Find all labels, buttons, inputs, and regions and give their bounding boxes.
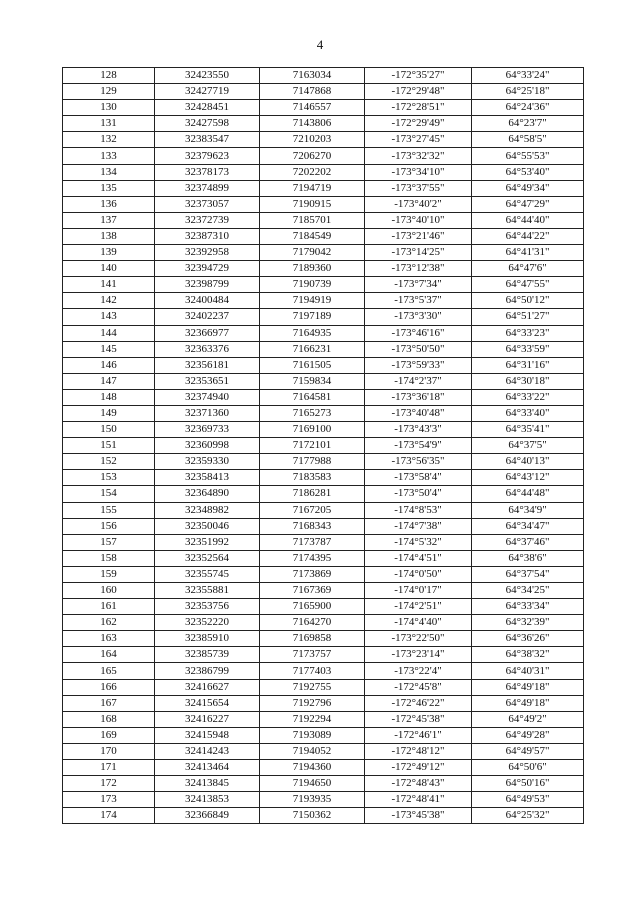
- y-coordinate-cell: 7189360: [260, 261, 365, 277]
- y-coordinate-cell: 7183583: [260, 470, 365, 486]
- longitude-cell: -173°22'4": [365, 663, 472, 679]
- x-coordinate-cell: 32378173: [155, 164, 260, 180]
- point-number-cell: 129: [63, 84, 155, 100]
- latitude-cell: 64°50'16": [472, 776, 584, 792]
- table-row: [63, 196, 584, 212]
- table-row: [63, 792, 584, 808]
- longitude-cell: -172°45'8": [365, 679, 472, 695]
- table-row: [63, 212, 584, 228]
- latitude-cell: 64°53'40": [472, 164, 584, 180]
- latitude-cell: 64°49'34": [472, 180, 584, 196]
- latitude-cell: 64°36'26": [472, 631, 584, 647]
- y-coordinate-cell: 7167369: [260, 583, 365, 599]
- point-number-cell: 131: [63, 116, 155, 132]
- table-row: [63, 647, 584, 663]
- latitude-cell: 64°49'28": [472, 727, 584, 743]
- y-coordinate-cell: 7186281: [260, 486, 365, 502]
- point-number-cell: 159: [63, 566, 155, 582]
- x-coordinate-cell: 32355881: [155, 583, 260, 599]
- x-coordinate-cell: 32364890: [155, 486, 260, 502]
- longitude-cell: -174°8'53": [365, 502, 472, 518]
- y-coordinate-cell: 7192796: [260, 695, 365, 711]
- longitude-cell: -173°22'50": [365, 631, 472, 647]
- table-row: [63, 743, 584, 759]
- point-number-cell: 146: [63, 357, 155, 373]
- table-row: [63, 422, 584, 438]
- table-row: [63, 566, 584, 582]
- x-coordinate-cell: 32392958: [155, 245, 260, 261]
- point-number-cell: 158: [63, 550, 155, 566]
- y-coordinate-cell: 7193935: [260, 792, 365, 808]
- point-number-cell: 145: [63, 341, 155, 357]
- y-coordinate-cell: 7177403: [260, 663, 365, 679]
- x-coordinate-cell: 32374899: [155, 180, 260, 196]
- longitude-cell: -173°32'32": [365, 148, 472, 164]
- longitude-cell: -172°48'41": [365, 792, 472, 808]
- y-coordinate-cell: 7167205: [260, 502, 365, 518]
- longitude-cell: -172°45'38": [365, 711, 472, 727]
- point-number-cell: 149: [63, 405, 155, 421]
- point-number-cell: 128: [63, 68, 155, 84]
- y-coordinate-cell: 7163034: [260, 68, 365, 84]
- table-row: [63, 631, 584, 647]
- point-number-cell: 135: [63, 180, 155, 196]
- x-coordinate-cell: 32355745: [155, 566, 260, 582]
- y-coordinate-cell: 7194919: [260, 293, 365, 309]
- point-number-cell: 150: [63, 422, 155, 438]
- x-coordinate-cell: 32415654: [155, 695, 260, 711]
- point-number-cell: 167: [63, 695, 155, 711]
- latitude-cell: 64°49'18": [472, 679, 584, 695]
- latitude-cell: 64°47'29": [472, 196, 584, 212]
- longitude-cell: -172°48'43": [365, 776, 472, 792]
- x-coordinate-cell: 32373057: [155, 196, 260, 212]
- longitude-cell: -174°0'17": [365, 583, 472, 599]
- coordinates-table: [62, 67, 584, 824]
- table-row: [63, 776, 584, 792]
- y-coordinate-cell: 7184549: [260, 228, 365, 244]
- point-number-cell: 171: [63, 760, 155, 776]
- table-row: [63, 615, 584, 631]
- longitude-cell: -173°46'16": [365, 325, 472, 341]
- table-row: [63, 727, 584, 743]
- longitude-cell: -173°40'2": [365, 196, 472, 212]
- longitude-cell: -173°50'50": [365, 341, 472, 357]
- point-number-cell: 172: [63, 776, 155, 792]
- point-number-cell: 132: [63, 132, 155, 148]
- y-coordinate-cell: 7192294: [260, 711, 365, 727]
- y-coordinate-cell: 7192755: [260, 679, 365, 695]
- x-coordinate-cell: 32415948: [155, 727, 260, 743]
- y-coordinate-cell: 7194719: [260, 180, 365, 196]
- x-coordinate-cell: 32400484: [155, 293, 260, 309]
- x-coordinate-cell: 32383547: [155, 132, 260, 148]
- table-row: [63, 599, 584, 615]
- y-coordinate-cell: 7194650: [260, 776, 365, 792]
- point-number-cell: 161: [63, 599, 155, 615]
- x-coordinate-cell: 32379623: [155, 148, 260, 164]
- y-coordinate-cell: 7177988: [260, 454, 365, 470]
- y-coordinate-cell: 7174395: [260, 550, 365, 566]
- table-row: [63, 68, 584, 84]
- table-row: [63, 438, 584, 454]
- latitude-cell: 64°31'16": [472, 357, 584, 373]
- latitude-cell: 64°24'36": [472, 100, 584, 116]
- longitude-cell: -173°58'4": [365, 470, 472, 486]
- latitude-cell: 64°25'32": [472, 808, 584, 824]
- latitude-cell: 64°40'31": [472, 663, 584, 679]
- longitude-cell: -173°59'33": [365, 357, 472, 373]
- x-coordinate-cell: 32351992: [155, 534, 260, 550]
- page-number: 4: [316, 37, 324, 52]
- longitude-cell: -173°23'14": [365, 647, 472, 663]
- table-row: [63, 309, 584, 325]
- x-coordinate-cell: 32386799: [155, 663, 260, 679]
- y-coordinate-cell: 7185701: [260, 212, 365, 228]
- point-number-cell: 151: [63, 438, 155, 454]
- point-number-cell: 142: [63, 293, 155, 309]
- x-coordinate-cell: 32353756: [155, 599, 260, 615]
- x-coordinate-cell: 32416227: [155, 711, 260, 727]
- x-coordinate-cell: 32366977: [155, 325, 260, 341]
- x-coordinate-cell: 32358413: [155, 470, 260, 486]
- longitude-cell: -173°34'10": [365, 164, 472, 180]
- y-coordinate-cell: 7172101: [260, 438, 365, 454]
- y-coordinate-cell: 7173787: [260, 534, 365, 550]
- longitude-cell: -173°40'10": [365, 212, 472, 228]
- y-coordinate-cell: 7150362: [260, 808, 365, 824]
- latitude-cell: 64°47'55": [472, 277, 584, 293]
- latitude-cell: 64°47'6": [472, 261, 584, 277]
- longitude-cell: -173°50'4": [365, 486, 472, 502]
- y-coordinate-cell: 7143806: [260, 116, 365, 132]
- table-row: [63, 711, 584, 727]
- y-coordinate-cell: 7164270: [260, 615, 365, 631]
- y-coordinate-cell: 7164935: [260, 325, 365, 341]
- table-row: [63, 808, 584, 824]
- latitude-cell: 64°44'48": [472, 486, 584, 502]
- x-coordinate-cell: 32374940: [155, 389, 260, 405]
- x-coordinate-cell: 32353651: [155, 373, 260, 389]
- table-row: [63, 180, 584, 196]
- point-number-cell: 173: [63, 792, 155, 808]
- point-number-cell: 164: [63, 647, 155, 663]
- latitude-cell: 64°32'39": [472, 615, 584, 631]
- y-coordinate-cell: 7168343: [260, 518, 365, 534]
- y-coordinate-cell: 7197189: [260, 309, 365, 325]
- point-number-cell: 160: [63, 583, 155, 599]
- table-row: [63, 84, 584, 100]
- latitude-cell: 64°41'31": [472, 245, 584, 261]
- y-coordinate-cell: 7147868: [260, 84, 365, 100]
- latitude-cell: 64°23'7": [472, 116, 584, 132]
- latitude-cell: 64°38'32": [472, 647, 584, 663]
- table-row: [63, 583, 584, 599]
- point-number-cell: 136: [63, 196, 155, 212]
- table-row: [63, 454, 584, 470]
- latitude-cell: 64°38'6": [472, 550, 584, 566]
- y-coordinate-cell: 7179042: [260, 245, 365, 261]
- latitude-cell: 64°49'53": [472, 792, 584, 808]
- y-coordinate-cell: 7159834: [260, 373, 365, 389]
- latitude-cell: 64°37'5": [472, 438, 584, 454]
- point-number-cell: 141: [63, 277, 155, 293]
- x-coordinate-cell: 32413845: [155, 776, 260, 792]
- longitude-cell: -172°29'49": [365, 116, 472, 132]
- y-coordinate-cell: 7202202: [260, 164, 365, 180]
- y-coordinate-cell: 7190915: [260, 196, 365, 212]
- point-number-cell: 139: [63, 245, 155, 261]
- table-row: [63, 341, 584, 357]
- y-coordinate-cell: 7165900: [260, 599, 365, 615]
- table-row: [63, 164, 584, 180]
- point-number-cell: 155: [63, 502, 155, 518]
- y-coordinate-cell: 7164581: [260, 389, 365, 405]
- point-number-cell: 169: [63, 727, 155, 743]
- latitude-cell: 64°55'53": [472, 148, 584, 164]
- point-number-cell: 154: [63, 486, 155, 502]
- y-coordinate-cell: 7194360: [260, 760, 365, 776]
- longitude-cell: -173°27'45": [365, 132, 472, 148]
- longitude-cell: -173°37'55": [365, 180, 472, 196]
- x-coordinate-cell: 32385739: [155, 647, 260, 663]
- point-number-cell: 165: [63, 663, 155, 679]
- x-coordinate-cell: 32413853: [155, 792, 260, 808]
- longitude-cell: -173°36'18": [365, 389, 472, 405]
- table-row: [63, 486, 584, 502]
- longitude-cell: -173°7'34": [365, 277, 472, 293]
- latitude-cell: 64°33'22": [472, 389, 584, 405]
- longitude-cell: -172°35'27": [365, 68, 472, 84]
- table-row: [63, 100, 584, 116]
- x-coordinate-cell: 32394729: [155, 261, 260, 277]
- latitude-cell: 64°50'12": [472, 293, 584, 309]
- x-coordinate-cell: 32359330: [155, 454, 260, 470]
- point-number-cell: 133: [63, 148, 155, 164]
- latitude-cell: 64°33'23": [472, 325, 584, 341]
- point-number-cell: 157: [63, 534, 155, 550]
- table-row: [63, 277, 584, 293]
- y-coordinate-cell: 7146557: [260, 100, 365, 116]
- x-coordinate-cell: 32428451: [155, 100, 260, 116]
- point-number-cell: 144: [63, 325, 155, 341]
- latitude-cell: 64°34'9": [472, 502, 584, 518]
- longitude-cell: -173°40'48": [365, 405, 472, 421]
- x-coordinate-cell: 32350046: [155, 518, 260, 534]
- point-number-cell: 152: [63, 454, 155, 470]
- latitude-cell: 64°30'18": [472, 373, 584, 389]
- longitude-cell: -173°3'30": [365, 309, 472, 325]
- point-number-cell: 137: [63, 212, 155, 228]
- latitude-cell: 64°44'22": [472, 228, 584, 244]
- point-number-cell: 138: [63, 228, 155, 244]
- longitude-cell: -172°49'12": [365, 760, 472, 776]
- latitude-cell: 64°33'34": [472, 599, 584, 615]
- table-row: [63, 534, 584, 550]
- longitude-cell: -174°2'51": [365, 599, 472, 615]
- longitude-cell: -173°5'37": [365, 293, 472, 309]
- table-row: [63, 760, 584, 776]
- point-number-cell: 170: [63, 743, 155, 759]
- table-row: [63, 502, 584, 518]
- table-row: [63, 148, 584, 164]
- point-number-cell: 147: [63, 373, 155, 389]
- longitude-cell: -174°5'32": [365, 534, 472, 550]
- latitude-cell: 64°34'47": [472, 518, 584, 534]
- y-coordinate-cell: 7161505: [260, 357, 365, 373]
- longitude-cell: -172°48'12": [365, 743, 472, 759]
- table-row: [63, 550, 584, 566]
- y-coordinate-cell: 7190739: [260, 277, 365, 293]
- point-number-cell: 166: [63, 679, 155, 695]
- table-row: [63, 228, 584, 244]
- y-coordinate-cell: 7173869: [260, 566, 365, 582]
- longitude-cell: -173°54'9": [365, 438, 472, 454]
- longitude-cell: -174°0'50": [365, 566, 472, 582]
- point-number-cell: 156: [63, 518, 155, 534]
- longitude-cell: -174°7'38": [365, 518, 472, 534]
- x-coordinate-cell: 32402237: [155, 309, 260, 325]
- point-number-cell: 162: [63, 615, 155, 631]
- latitude-cell: 64°35'41": [472, 422, 584, 438]
- y-coordinate-cell: 7169858: [260, 631, 365, 647]
- x-coordinate-cell: 32360998: [155, 438, 260, 454]
- latitude-cell: 64°50'6": [472, 760, 584, 776]
- table-row: [63, 357, 584, 373]
- point-number-cell: 143: [63, 309, 155, 325]
- x-coordinate-cell: 32348982: [155, 502, 260, 518]
- table-row: [63, 261, 584, 277]
- table-row: [63, 389, 584, 405]
- longitude-cell: -174°2'37": [365, 373, 472, 389]
- latitude-cell: 64°49'57": [472, 743, 584, 759]
- table-row: [63, 373, 584, 389]
- table-row: [63, 679, 584, 695]
- table-row: [63, 405, 584, 421]
- y-coordinate-cell: 7169100: [260, 422, 365, 438]
- latitude-cell: 64°25'18": [472, 84, 584, 100]
- latitude-cell: 64°43'12": [472, 470, 584, 486]
- latitude-cell: 64°44'40": [472, 212, 584, 228]
- latitude-cell: 64°37'54": [472, 566, 584, 582]
- x-coordinate-cell: 32372739: [155, 212, 260, 228]
- table-row: [63, 695, 584, 711]
- x-coordinate-cell: 32352220: [155, 615, 260, 631]
- point-number-cell: 134: [63, 164, 155, 180]
- point-number-cell: 174: [63, 808, 155, 824]
- longitude-cell: -173°45'38": [365, 808, 472, 824]
- longitude-cell: -174°4'40": [365, 615, 472, 631]
- x-coordinate-cell: 32385910: [155, 631, 260, 647]
- latitude-cell: 64°49'2": [472, 711, 584, 727]
- point-number-cell: 168: [63, 711, 155, 727]
- longitude-cell: -173°43'3": [365, 422, 472, 438]
- latitude-cell: 64°37'46": [472, 534, 584, 550]
- x-coordinate-cell: 32427719: [155, 84, 260, 100]
- x-coordinate-cell: 32366849: [155, 808, 260, 824]
- table-row: [63, 470, 584, 486]
- x-coordinate-cell: 32423550: [155, 68, 260, 84]
- y-coordinate-cell: 7166231: [260, 341, 365, 357]
- point-number-cell: 130: [63, 100, 155, 116]
- longitude-cell: -172°29'48": [365, 84, 472, 100]
- x-coordinate-cell: 32356181: [155, 357, 260, 373]
- y-coordinate-cell: 7206270: [260, 148, 365, 164]
- y-coordinate-cell: 7194052: [260, 743, 365, 759]
- longitude-cell: -173°21'46": [365, 228, 472, 244]
- point-number-cell: 148: [63, 389, 155, 405]
- point-number-cell: 153: [63, 470, 155, 486]
- latitude-cell: 64°49'18": [472, 695, 584, 711]
- x-coordinate-cell: 32371360: [155, 405, 260, 421]
- latitude-cell: 64°34'25": [472, 583, 584, 599]
- latitude-cell: 64°33'24": [472, 68, 584, 84]
- y-coordinate-cell: 7173757: [260, 647, 365, 663]
- latitude-cell: 64°33'59": [472, 341, 584, 357]
- longitude-cell: -172°28'51": [365, 100, 472, 116]
- latitude-cell: 64°40'13": [472, 454, 584, 470]
- x-coordinate-cell: 32427598: [155, 116, 260, 132]
- x-coordinate-cell: 32413464: [155, 760, 260, 776]
- x-coordinate-cell: 32387310: [155, 228, 260, 244]
- longitude-cell: -174°4'51": [365, 550, 472, 566]
- longitude-cell: -173°14'25": [365, 245, 472, 261]
- longitude-cell: -172°46'22": [365, 695, 472, 711]
- table-row: [63, 663, 584, 679]
- table-row: [63, 245, 584, 261]
- point-number-cell: 140: [63, 261, 155, 277]
- latitude-cell: 64°51'27": [472, 309, 584, 325]
- y-coordinate-cell: 7193089: [260, 727, 365, 743]
- table-row: [63, 518, 584, 534]
- x-coordinate-cell: 32414243: [155, 743, 260, 759]
- y-coordinate-cell: 7210203: [260, 132, 365, 148]
- x-coordinate-cell: 32398799: [155, 277, 260, 293]
- point-number-cell: 163: [63, 631, 155, 647]
- x-coordinate-cell: 32352564: [155, 550, 260, 566]
- x-coordinate-cell: 32416627: [155, 679, 260, 695]
- longitude-cell: -173°12'38": [365, 261, 472, 277]
- table-row: [63, 325, 584, 341]
- table-row: [63, 116, 584, 132]
- longitude-cell: -172°46'1": [365, 727, 472, 743]
- latitude-cell: 64°33'40": [472, 405, 584, 421]
- longitude-cell: -173°56'35": [365, 454, 472, 470]
- x-coordinate-cell: 32363376: [155, 341, 260, 357]
- coordinates-table-body: [63, 68, 584, 824]
- latitude-cell: 64°58'5": [472, 132, 584, 148]
- table-row: [63, 293, 584, 309]
- x-coordinate-cell: 32369733: [155, 422, 260, 438]
- y-coordinate-cell: 7165273: [260, 405, 365, 421]
- table-row: [63, 132, 584, 148]
